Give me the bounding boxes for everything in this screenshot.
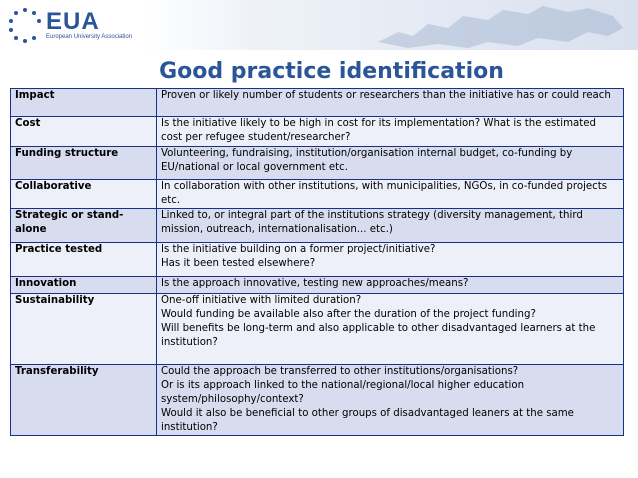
criterion-description: In collaboration with other institutions, with municipalities, NGOs, in co-funded projects etc. [157,180,624,209]
table-row [11,277,624,294]
criterion-description: Proven or likely number of students or researchers than the initiative has or could reach [157,89,624,117]
criterion-description: Is the initiative likely to be high in cost for its implementation? What is the estimated cost per refugee student/researcher? [157,117,624,147]
criterion-label: Practice tested [11,243,157,277]
stars-icon [6,6,44,44]
criterion-label: Strategic or stand-alone [11,209,157,243]
criterion-description: Is the approach innovative, testing new approaches/means? [157,277,624,294]
europe-map-graphic [368,2,628,48]
logo-subtitle: European University Association [46,34,133,40]
table-row [11,365,624,436]
table-row [11,243,624,277]
page-title: Good practice identification [159,59,504,84]
criterion-label: Sustainability [11,294,157,365]
table-row [11,294,624,365]
criterion-label: Transferability [11,365,157,436]
header-band [0,0,638,50]
table-row [11,89,624,117]
criterion-label: Funding structure [11,147,157,180]
criteria-table [10,88,624,436]
criterion-description: Could the approach be transferred to other institutions/organisations? Or is its approach linked to the national/regional/local higher education system/philosophy/context? Would it also be beneficial to other groups of disadvantaged leaners at the same institution? [157,365,624,436]
table-row [11,180,624,209]
criterion-label: Collaborative [11,180,157,209]
criterion-label: Innovation [11,277,157,294]
criterion-description: One-off initiative with limited duration? Would funding be available also after the duration of the project funding? Will benefits be long-term and also applicable to other disadvantaged learners at the institution? [157,294,624,365]
criterion-description: Is the initiative building on a former project/initiative? Has it been tested elsewhere? [157,243,624,277]
table-row [11,209,624,243]
criterion-description: Volunteering, fundraising, institution/organisation internal budget, co-funding by EU/national or local government etc. [157,147,624,180]
table-row [11,117,624,147]
logo-wordmark: EUA [46,8,100,35]
criterion-description: Linked to, or integral part of the institutions strategy (diversity management, third mission, outreach, internationalisation... etc.) [157,209,624,243]
criterion-label: Cost [11,117,157,147]
eua-logo [6,6,156,46]
table-row [11,147,624,180]
criterion-label: Impact [11,89,157,117]
